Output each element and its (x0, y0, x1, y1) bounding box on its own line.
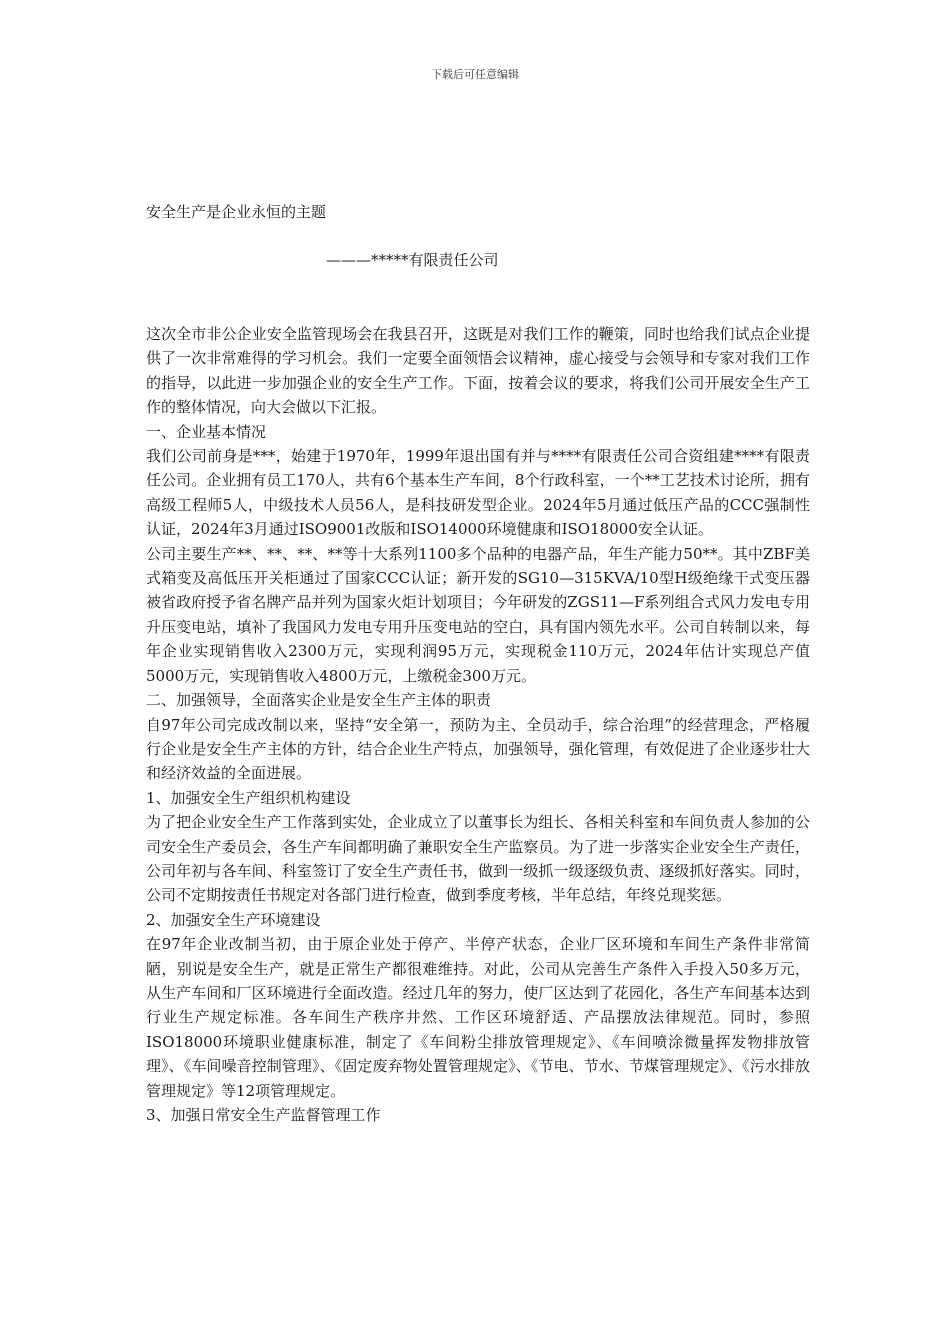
intro-paragraph: 这次全市非公企业安全监管现场会在我县召开，这既是对我们工作的鞭策，同时也给我们试点企业提供了一次非常难得的学习机会。我们一定要全面领悟会议精神，虚心接受与会领导和专家对我们工作的指导，以此进一步加强企业的安全生产工作。下面，按着会议的要求，将我们公司开展安全生产工作的整体情况，向大会做以下汇报。 (146, 325, 810, 417)
section-heading-2: 二、加强领导，全面落实企业是安全生产主体的职责 (146, 691, 492, 710)
products-paragraph: 公司主要生产**、**、**、**等十大系列1100多个品种的电器产品，年生产能力50**。其中ZBF美式箱变及高低压开关柜通过了国家CCC认证；新开发的SG10—315KVA/10型H级绝缘干式变压器被省政府授予省名牌产品并列为国家火炬计划项目；今年研发的ZGS11—F系列组合式风力发电专用升压变电站，填补了我国风力发电专用升压变电站的空白，具有国内领先水平。公司自转制以来，每年企业实现销售收入2300万元，实现利润95万元，实现税金110万元，2024年估计实现总产值5000万元，实现销售收入4800万元，上缴税金300万元。 (146, 544, 810, 685)
document-subtitle: ———*****有限责任公司 (326, 251, 499, 269)
subsection-heading-3: 3、加强日常安全生产监督管理工作 (146, 1106, 381, 1124)
document-title: 安全生产是企业永恒的主题 (146, 203, 327, 221)
header-note: 下载后可任意编辑 (431, 68, 519, 81)
subsection-heading-2: 2、加强安全生产环境建设 (146, 910, 321, 929)
document-body (146, 322, 810, 1127)
organization-paragraph: 为了把企业安全生产工作落到实处，企业成立了以董事长为组长、各相关科室和车间负责人参加的公司安全生产委员会，各生产车间都明确了兼职安全生产监察员。为了进一步落实企业安全生产责任，公司年初与各车间、科室签订了安全生产责任书，做到一级抓一级逐级负责、逐级抓好落实。同时，公司不定期按责任书规定对各部门进行检查，做到季度考核，半年总结，年终兑现奖惩。 (146, 813, 810, 905)
leadership-paragraph: 自97年公司完成改制以来，坚持“安全第一，预防为主、全员动手，综合治理”的经营理念，严格履行企业是安全生产主体的方针，结合企业生产特点，加强领导，强化管理，有效促进了企业逐步壮大和经济效益的全面进展。 (146, 715, 810, 783)
environment-paragraph: 在97年企业改制当初，由于原企业处于停产、半停产状态，企业厂区环境和车间生产条件非常简陋，别说是安全生产，就是正常生产都很难维持。对此，公司从完善生产条件入手投入50多万元，从生产车间和厂区环境进行全面改造。经过几年的努力，使厂区达到了花园化，各生产车间基本达到行业生产规定标准。各车间生产秩序井然、工作区环境舒适、产品摆放法律规范。同时，参照ISO18000环境职业健康标准，制定了《车间粉尘排放管理规定》、《车间喷涂微量挥发物排放管理》、《车间噪音控制管理》、《固定废弃物处置管理规定》、《节电、节水、节煤管理规定》、《污水排放管理规定》等12项管理规定。 (146, 935, 810, 1100)
section-heading-1: 一、企业基本情况 (146, 422, 267, 441)
subsection-heading-1: 1、加强安全生产组织机构建设 (146, 788, 351, 807)
company-overview-paragraph: 我们公司前身是***，始建于1970年，1999年退出国有并与****有限责任公司合资组建****有限责任公司。企业拥有员工170人，共有6个基本生产车间，8个行政科室，一个**工艺技术讨论所，拥有高级工程师5人，中级技术人员56人，是科技研发型企业。2024年5月通过低压产品的CCC强制性认证，2024年3月通过ISO9001改版和ISO14000环境健康和ISO18000安全认证。 (146, 447, 810, 539)
